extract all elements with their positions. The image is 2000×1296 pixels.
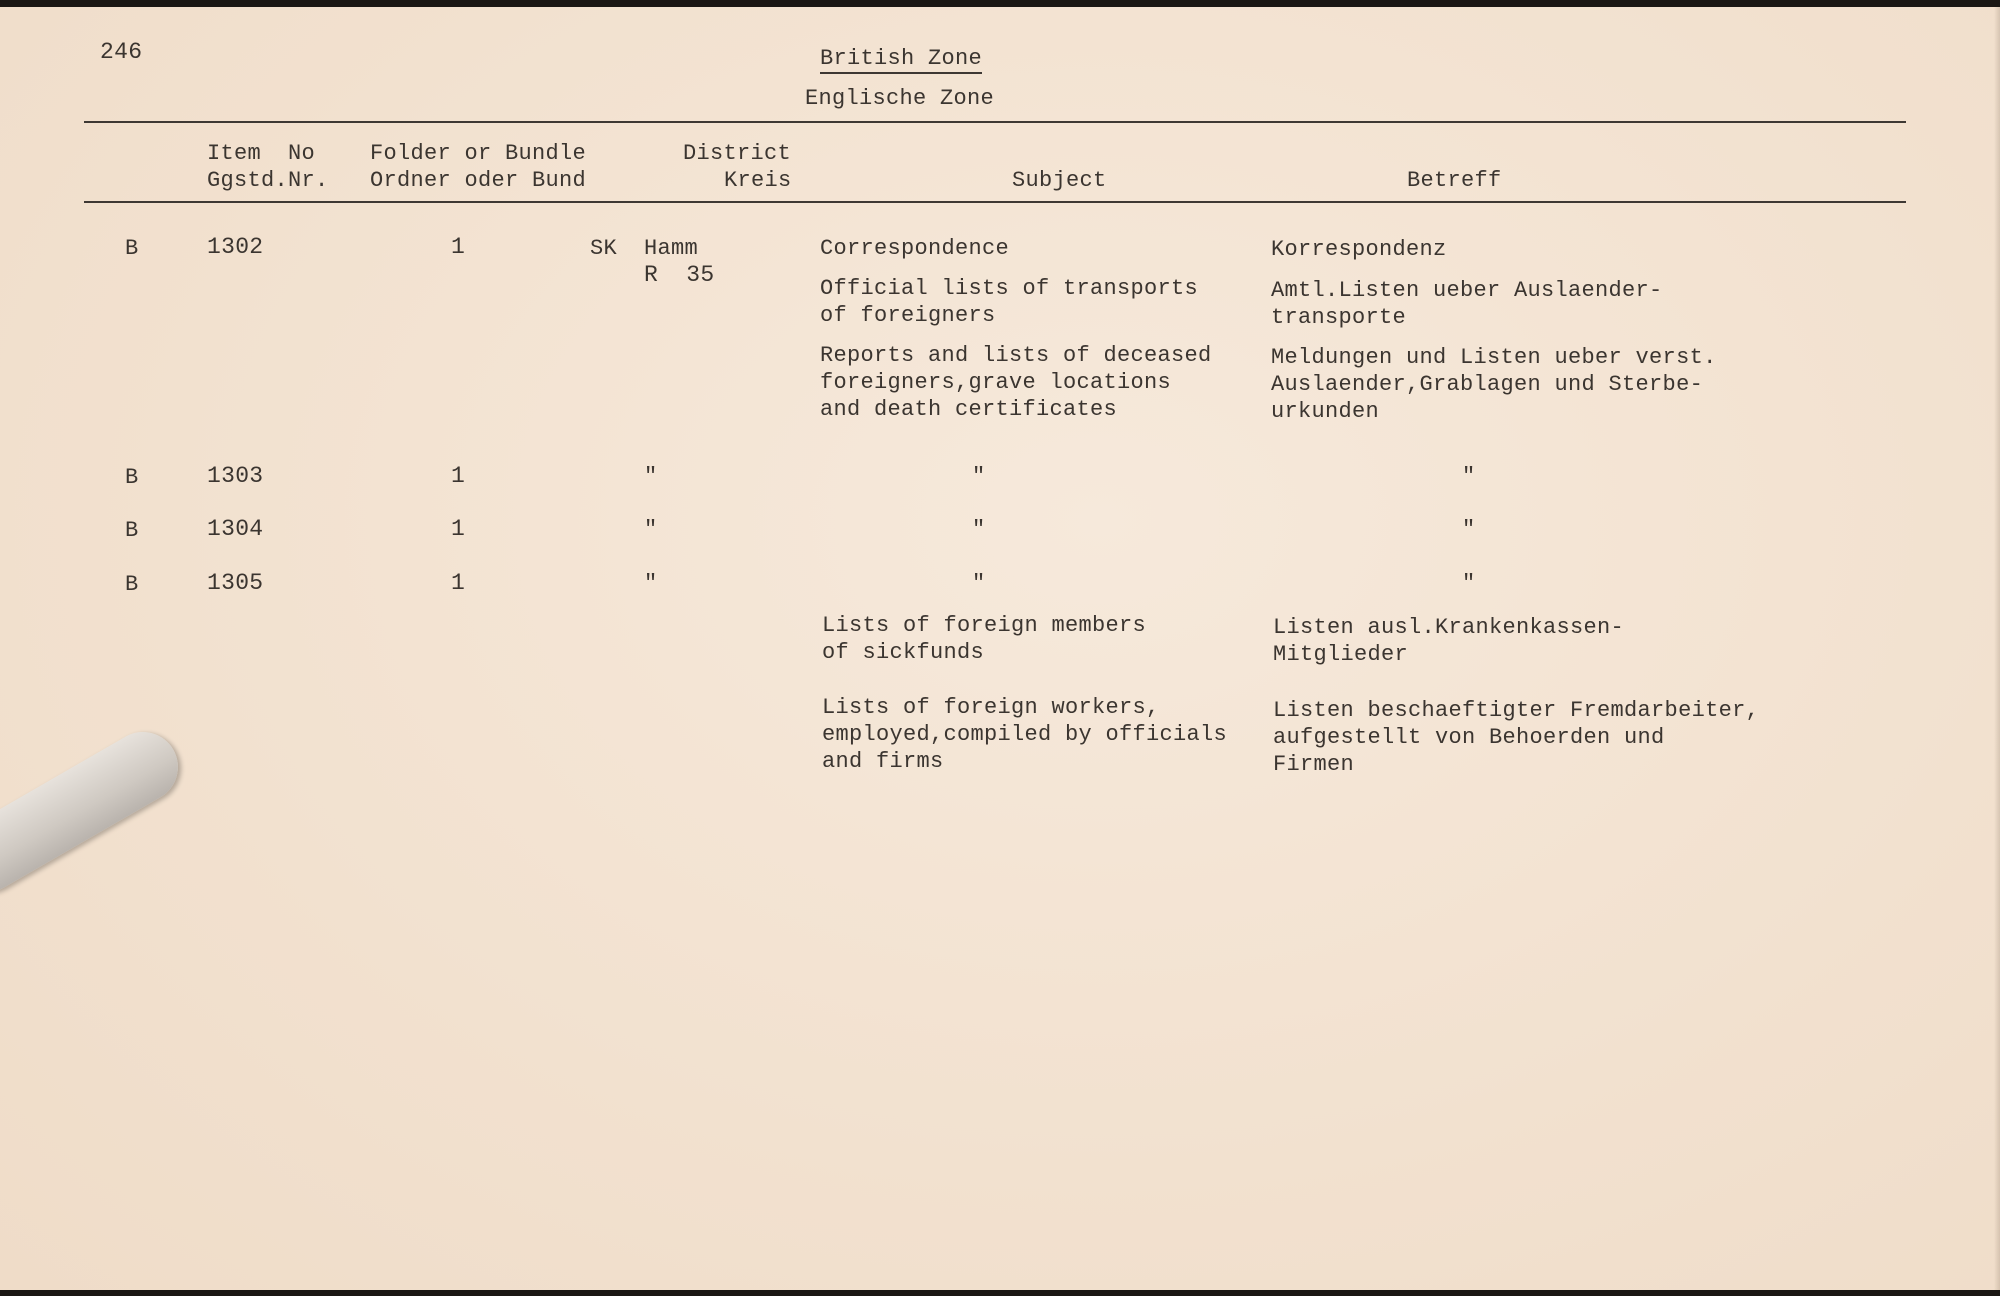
row-betreff: Korrespondenz bbox=[1271, 237, 1447, 262]
header-district-line2: Kreis bbox=[724, 168, 792, 193]
row-prefix: B bbox=[125, 518, 139, 543]
header-bottom-rule bbox=[84, 201, 1906, 203]
row-folder: 1 bbox=[451, 234, 466, 260]
header-item-line1: Item No bbox=[207, 141, 316, 166]
row-district-ditto: " bbox=[644, 464, 658, 489]
header-district-line1: District bbox=[683, 141, 792, 166]
row-district-ditto: " bbox=[644, 571, 658, 596]
row-folder: 1 bbox=[451, 516, 466, 542]
page-title: British Zone bbox=[820, 45, 982, 72]
row-subject: Lists of foreign workers, employed,compiled by officials and firms bbox=[822, 695, 1228, 774]
row-item-number: 1303 bbox=[207, 463, 264, 489]
row-district-code: SK bbox=[590, 236, 618, 261]
header-subject: Subject bbox=[1012, 168, 1107, 193]
row-prefix: B bbox=[125, 465, 139, 490]
page-subtitle: Englische Zone bbox=[805, 86, 995, 111]
header-folder-line1: Folder or Bundle bbox=[370, 141, 587, 166]
document-page bbox=[0, 7, 2000, 1290]
header-item-line2: Ggstd.Nr. bbox=[207, 168, 329, 193]
row-betreff-ditto: " bbox=[1462, 571, 1476, 596]
row-betreff: Meldungen und Listen ueber verst. Auslaender,Grablagen und Sterbe- urkunden bbox=[1271, 345, 1717, 424]
row-item-number: 1304 bbox=[207, 516, 264, 542]
header-top-rule bbox=[84, 121, 1906, 123]
row-folder: 1 bbox=[451, 570, 466, 596]
row-subject: Official lists of transports of foreigners bbox=[820, 276, 1199, 328]
row-subject-ditto: " bbox=[972, 517, 986, 542]
row-district-ref: R 35 bbox=[644, 262, 715, 288]
page-number: 246 bbox=[100, 39, 143, 65]
row-betreff-ditto: " bbox=[1462, 517, 1476, 542]
header-folder-line2: Ordner oder Bund bbox=[370, 168, 587, 193]
row-betreff: Listen ausl.Krankenkassen- Mitglieder bbox=[1273, 615, 1625, 667]
header-betreff: Betreff bbox=[1407, 168, 1502, 193]
row-district: Hamm bbox=[644, 236, 699, 261]
row-subject: Correspondence bbox=[820, 236, 1010, 261]
row-subject-ditto: " bbox=[972, 464, 986, 489]
row-prefix: B bbox=[125, 572, 139, 597]
row-item-number: 1305 bbox=[207, 570, 264, 596]
row-betreff: Listen beschaeftigter Fremdarbeiter, aufgestellt von Behoerden und Firmen bbox=[1273, 698, 1760, 777]
row-district-ditto: " bbox=[644, 517, 658, 542]
page-edge-shadow bbox=[1994, 7, 2000, 1290]
row-prefix: B bbox=[125, 236, 139, 261]
row-subject: Reports and lists of deceased foreigners,grave locations and death certificates bbox=[820, 343, 1212, 422]
paper-clip bbox=[0, 719, 191, 905]
row-subject-ditto: " bbox=[972, 571, 986, 596]
row-item-number: 1302 bbox=[207, 234, 264, 260]
row-betreff: Amtl.Listen ueber Auslaender- transporte bbox=[1271, 278, 1663, 330]
row-folder: 1 bbox=[451, 463, 466, 489]
row-subject: Lists of foreign members of sickfunds bbox=[822, 613, 1147, 665]
row-betreff-ditto: " bbox=[1462, 464, 1476, 489]
